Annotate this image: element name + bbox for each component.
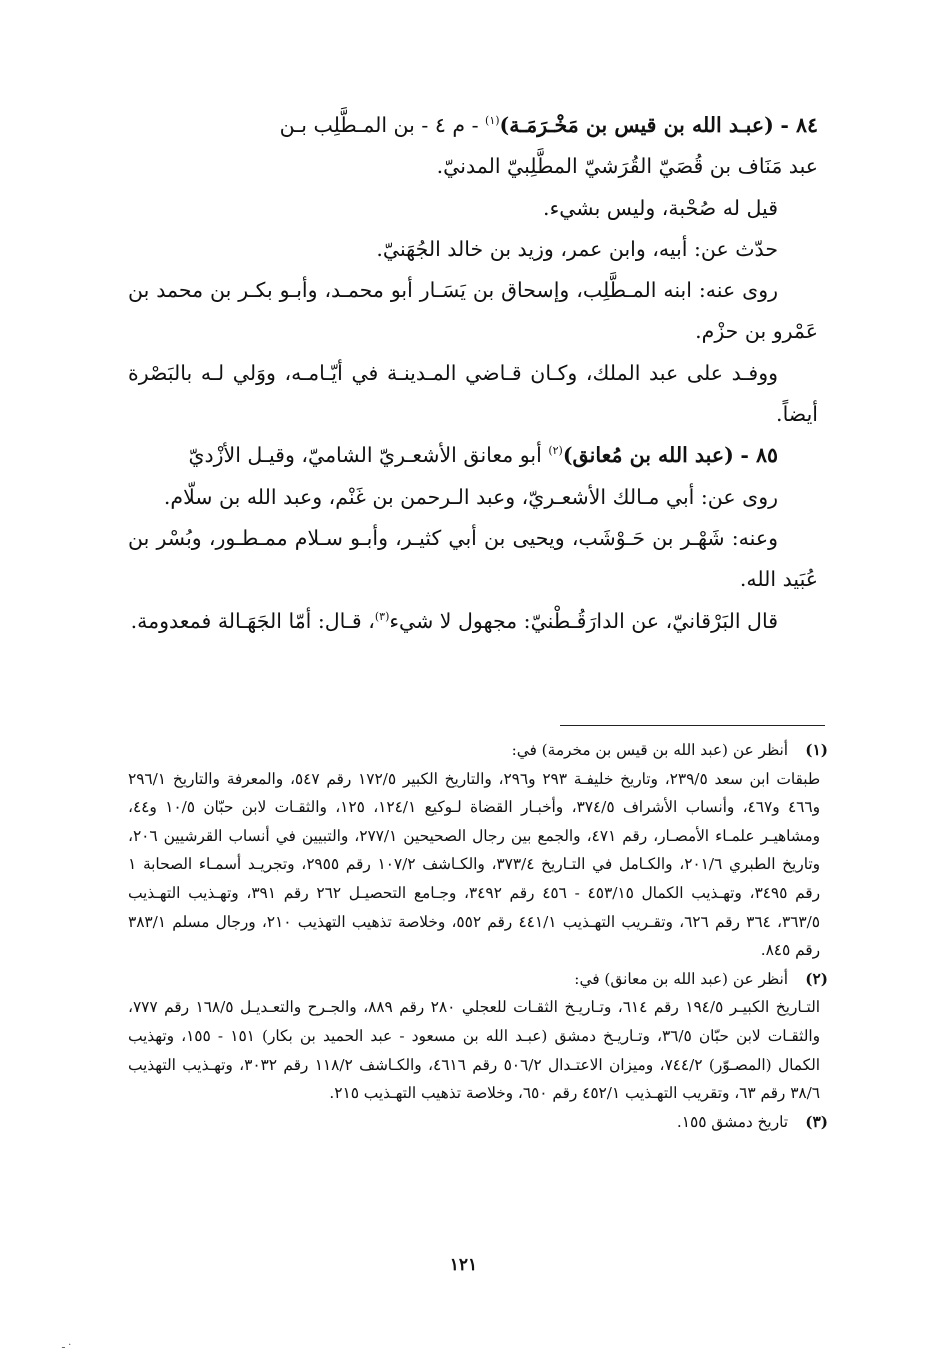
entry-84-heading xyxy=(128,105,818,146)
footnotes xyxy=(128,736,828,1136)
footnote-1-heading: أنظر عن (عبد الله بن قيس بن مخرمة) في: xyxy=(511,741,788,759)
footnote-2 xyxy=(128,965,828,1108)
footnote-3 xyxy=(128,1108,828,1137)
footnote-separator xyxy=(560,725,825,726)
footnote-3-text: تاريخ دمشق ١٥٥. xyxy=(676,1112,788,1131)
entry-85-lineage: أبو معانق الأشعـريّ الشاميّ، وقيـل الأزْديّ xyxy=(188,443,549,468)
entry-84-title: (عبـد الله بن قيس بن مَخْـرَمَـة) xyxy=(499,113,774,137)
entry-84-lineage-cont: عبد مَنَاف بن قُصَيّ القُرَشيّ المطَّلِبيّ المدنيّ. xyxy=(436,154,818,179)
entry-84-biography-text: ووفـد على عبد الملك، وكـان قـاضي المـدينـة في أيّـامـه، ووَلي لـه بالبَصْرة أيضاً. xyxy=(128,360,818,427)
entry-85-heading xyxy=(128,435,818,476)
page-number: ١٢١ xyxy=(449,1255,478,1275)
entry-85-title: (عبد الله بن مُعانق) xyxy=(562,443,734,468)
entry-84-narrators xyxy=(128,270,818,353)
scan-mark: · ـ xyxy=(62,1340,72,1351)
entry-85-narrators-text: وعنه: شَهْـر بن حَـوْشَب، ويحيى بن أبي كثيـر، وأبـو سـلام ممـطـور، وبُسْر بن عُبَيد الله. xyxy=(128,525,818,592)
entry-85-narrated-from-text: روى عن: أبي مـالك الأشعـريّ، وعبد الـرحمن بن غَنْم، وعبد الله بن سلّام. xyxy=(163,484,778,509)
entry-85-narrators xyxy=(128,518,818,601)
main-text xyxy=(128,105,818,642)
footnote-1 xyxy=(128,736,828,965)
footnote-2-heading: أنظر عن (عبد الله بن معانق) في: xyxy=(574,969,788,988)
entry-84-companionship: قيل له صُحْبة، وليس بشيء. xyxy=(543,195,778,220)
entry-84-narrated-from: حدّث عن: أبيه، وابن عمر، وزيد بن خالد الجُهَنيّ. xyxy=(376,236,778,261)
entry-84-biography xyxy=(128,353,818,436)
entry-85-narrated-from xyxy=(128,477,818,518)
footnote-ref-1: (١) xyxy=(485,114,500,128)
footnote-1-number: (١) xyxy=(805,741,828,759)
entry-84-narrators-text: روى عنه: ابنه المـطَّلِب، وإسحاق بن يَسَـار أبو محمـد، وأبـو بكـر بن محمد بن عَمْرو بن حزْم. xyxy=(128,278,818,344)
entry-85-assessment xyxy=(128,601,818,642)
footnote-ref-3: (٣) xyxy=(374,609,390,623)
entry-85-assessment-b: ، قـال: أمّا الجَهَـالة فمعدومة. xyxy=(130,608,375,633)
footnote-1-body: طبقات ابن سعد ٢٣٩/٥، وتاريخ خليفـة ٢٩٣ و٢٩٦، والتاريخ الكبير ١٧٢/٥ رقم ٥٤٧، والمعرفة والتاريخ ٢٩٦/١ و٤٦٦ و٤٦٧، وأنساب الأشراف ٣٧٤/٥، وأخبـار القضاة لـوكيع ١٢٤/١، ١٢٥، والثقـات لابن حبّان ١٠/٥ و٤٤، ومشاهيـر علمـاء الأمصـار، رقم ٤٧١، والجمع بين رجال الصحيحين ٢٧٧/١، والتبيين في أنساب القرشيين ٢٠٦، وتاريخ الطبري ٢٠١/٦، والكـامل في التـاريخ ٣٧٣/٤، والكـاشف ١٠٧/٢ رقم ٢٩٥٥، وتجريـد أسمـاء الصحابة ١ رقم ٣٤٩٥، وتهـذيب الكمال ٤٥٣/١٥ - ٤٥٦ رقم ٣٤٩٢، وجـامع التحصيـل ٢٦٢ رقم ٣٩١، وتهـذيب التهـذيب ٣٦٣/٥، ٣٦٤ رقم ٦٢٦، وتقـريب التهـذيب ٤٤١/١ رقم ٥٥٢، وخلاصة تذهيب التهذيب ٢١٠، ورجال مسلم ٣٨٣/١ رقم ٨٤٥. xyxy=(128,769,821,960)
footnote-ref-2: (٢) xyxy=(548,444,563,458)
entry-85-assessment-a: قال البَرْقانيّ، عن الدارَقُـطْنيّ: مجهول لا شيء xyxy=(389,608,778,633)
footnote-2-number: (٢) xyxy=(805,969,828,988)
footnote-3-number: (٣) xyxy=(805,1112,828,1131)
entry-85-number: ٨٥ - xyxy=(740,443,778,468)
entry-84-number: ٨٤ - xyxy=(780,113,818,137)
footnote-2-body: التـاريخ الكبيـر ١٩٤/٥ رقم ٦١٤، وتـاريـخ الثقـات للعجلي ٢٨٠ رقم ٨٨٩، والجـرح والتعـديـل ١٦٨/٥ رقم ٧٧٧، والثقـات لابن حبّان ٣٦/٥، وتـاريـخ دمشق (عبـد الله بن مسعود - عبد الحميد بن بكار) ١٥١ - ١٥٥، وتهذيب الكمال (المصـوّر) ٧٤٤/٢، وميزان الاعتـدال ٥٠٦/٢ رقم ٤٦١٦، والكـاشف ١١٨/٢ رقم ٣٠٣٢، وتهـذيب التهذيب ٣٨/٦ رقم ٦٣، وتقريب التهـذيب ٤٥٢/١ رقم ٦٥٠، وخلاصة تذهيب التهـذيب ٢١٥. xyxy=(128,998,820,1103)
entry-84-lineage: - م ٤ - بن المـطَّلِب بـن xyxy=(279,113,486,137)
